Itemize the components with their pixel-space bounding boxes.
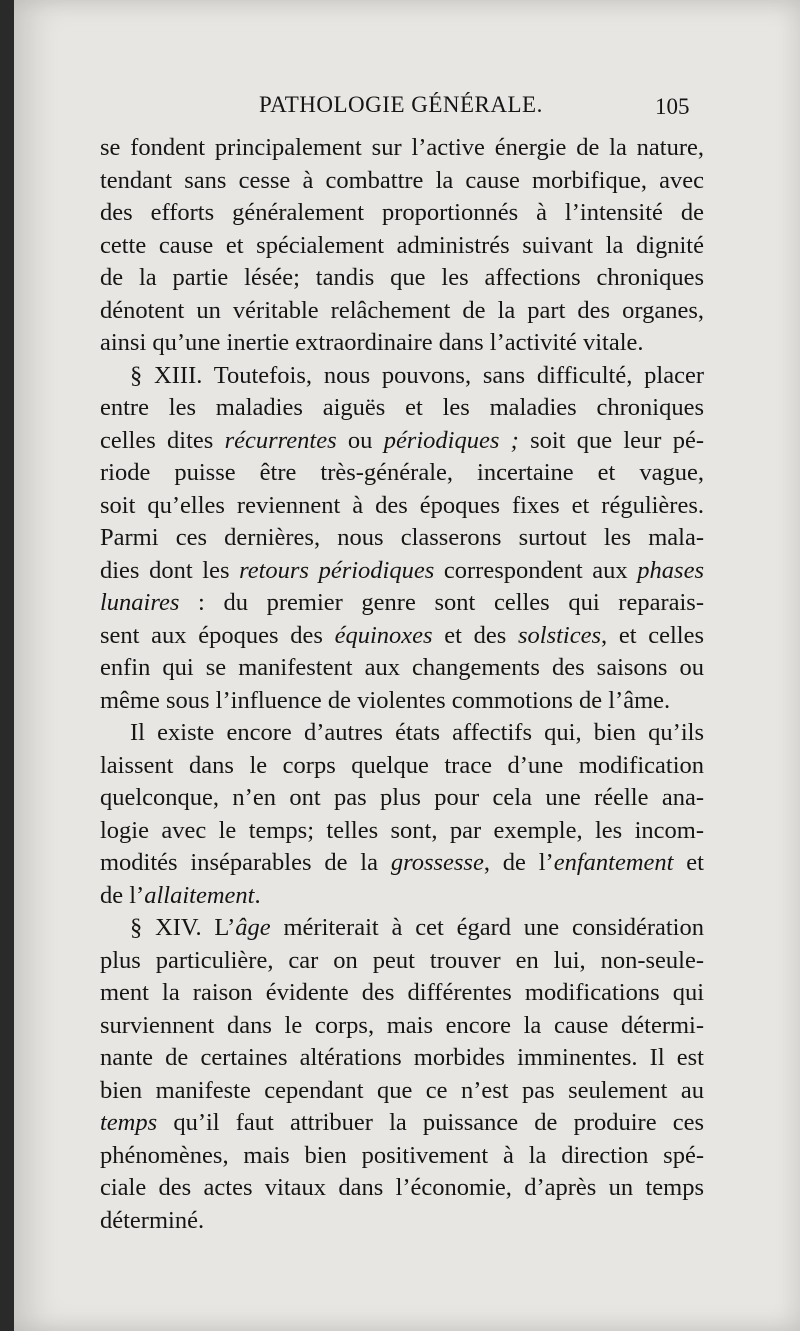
text-line: déterminé. (100, 1206, 205, 1234)
text-line: plus particulière, car on peut trouver en lui, non-seule- (100, 946, 704, 974)
text-line: de la partie lésée; tandis que les affections chroniques (100, 264, 704, 291)
paragraph-1 (100, 132, 704, 360)
text-line: logie avec le temps; telles sont, par exemple, les incom- (100, 816, 704, 844)
paragraph-section-xiv (100, 912, 704, 1237)
text-line: quelconque, n’en ont pas plus pour cela une réelle ana- (100, 784, 704, 811)
italic-term: retours périodiques (239, 556, 435, 584)
page-header (14, 92, 800, 122)
running-title: PATHOLOGIE GÉNÉRALE. (259, 92, 543, 117)
text-line: Parmi ces dernières, nous classerons surtout les mala- (100, 524, 704, 551)
text-line: de l’allaitement. (100, 881, 261, 909)
italic-term: temps (100, 1109, 158, 1136)
italic-term: lunaires (100, 589, 180, 616)
paragraph-3 (100, 717, 704, 912)
text-line: modités inséparables de la grossesse, de l’enfantement et (100, 849, 704, 876)
book-page (14, 0, 800, 1331)
text-line: cette cause et spécialement administrés suivant la dignité (100, 231, 704, 259)
italic-term: solstices (517, 621, 602, 649)
text-line: ainsi qu’une inertie extraordinaire dans l’activité vitale. (100, 329, 644, 356)
italic-term: enfantement (553, 849, 674, 876)
text-line: temps qu’il faut attribuer la puissance de produire ces (100, 1109, 704, 1136)
text-line: dénotent un véritable relâchement de la part des organes, (100, 296, 704, 324)
text-line: § XIV. L’âge mériterait à cet égard une considération (130, 914, 704, 941)
text-line: Il existe encore d’autres états affectifs qui, bien qu’ils (130, 719, 704, 746)
italic-term: phases (637, 556, 704, 584)
body-text (100, 132, 704, 1237)
text-line: enfin qui se manifestent aux changements des saisons ou (100, 654, 704, 681)
paragraph-section-xiii (100, 360, 704, 718)
text-line: nante de certaines altérations morbides imminentes. Il est (100, 1044, 704, 1071)
text-line: laissent dans le corps quelque trace d’une modification (100, 751, 704, 779)
text-line: se fondent principalement sur l’active énergie de la nature, (100, 134, 704, 161)
text-line: § XIII. Toutefois, nous pouvons, sans difficulté, placer (130, 361, 704, 389)
text-line: bien manifeste cependant que ce n’est pas seulement au (100, 1076, 704, 1104)
italic-term: âge (235, 914, 271, 941)
text-line: celles dites récurrentes ou périodiques ; soit que leur pé- (100, 426, 705, 454)
text-line: ciale des actes vitaux dans l’économie, d’après un temps (100, 1174, 704, 1201)
text-line: lunaires : du premier genre sont celles qui reparais- (100, 589, 704, 616)
italic-term: allaitement (144, 881, 255, 909)
text-line: sent aux époques des équinoxes et des solstices, et celles (100, 621, 704, 649)
text-line: des efforts généralement proportionnés à l’intensité de (100, 199, 704, 226)
italic-term: grossesse (390, 849, 484, 876)
text-line: surviennent dans le corps, mais encore la cause détermi- (100, 1011, 704, 1039)
italic-term: équinoxes (334, 621, 433, 649)
italic-term: récurrentes (224, 426, 337, 454)
text-line: entre les maladies aiguës et les maladies chroniques (100, 394, 704, 421)
text-line: même sous l’influence de violentes commotions de l’âme. (100, 686, 671, 714)
page-number: 105 (655, 94, 690, 119)
italic-term: périodiques ; (383, 426, 519, 454)
text-line: riode puisse être très-générale, incertaine et vague, (100, 459, 704, 486)
text-line: phénomènes, mais bien positivement à la direction spé- (100, 1141, 704, 1169)
text-line: ment la raison évidente des différentes modifications qui (100, 979, 704, 1006)
text-line: dies dont les retours périodiques correspondent aux phases (100, 556, 704, 584)
text-line: tendant sans cesse à combattre la cause morbifique, avec (100, 166, 704, 194)
text-line: soit qu’elles reviennent à des époques fixes et régulières. (100, 491, 704, 519)
